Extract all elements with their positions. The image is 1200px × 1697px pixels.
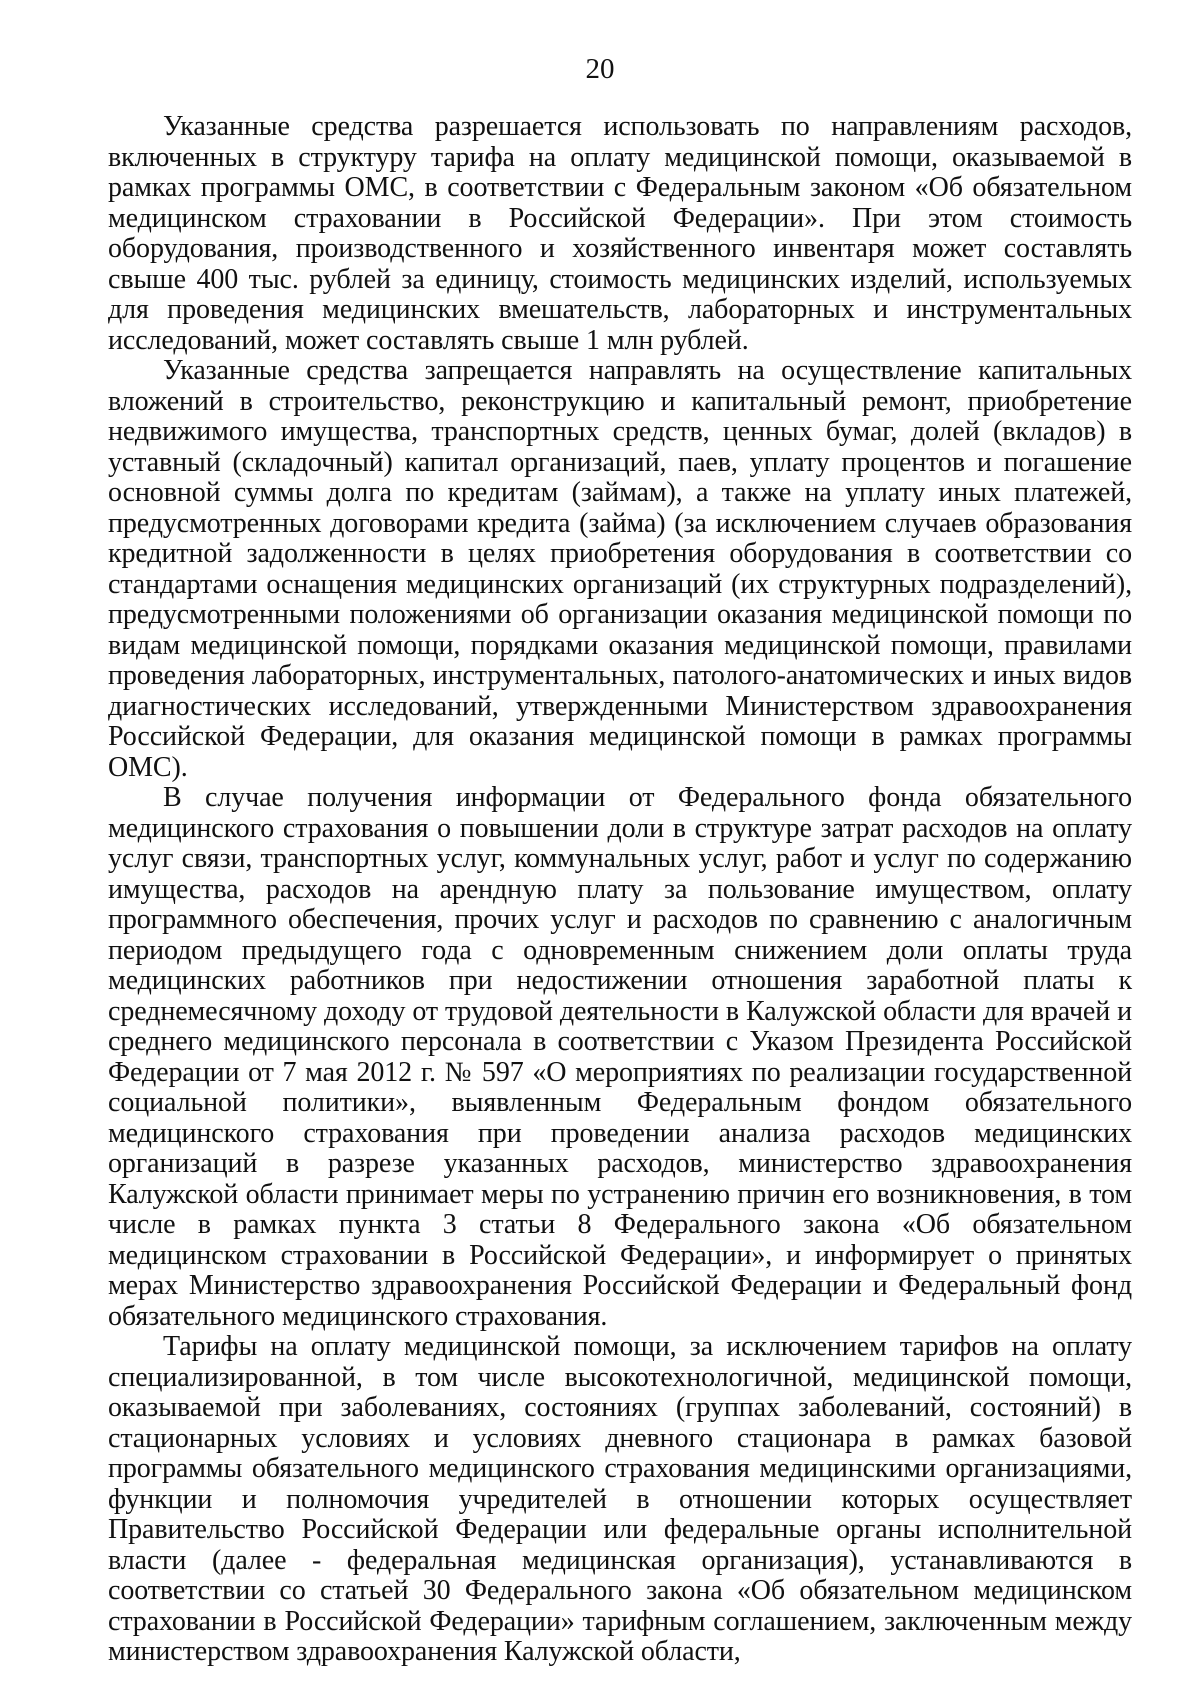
- paragraph-1: Указанные средства разрешается использовать по направлениям расходов, включенных в структуру тарифа на оплату медицинской помощи, оказываемой в рамках программы ОМС, в соответствии с Федеральным законом «Об обязательном медицинском страховании в Российской Федерации». При этом стоимость оборудования, производственного и хозяйственного инвентаря может составлять свыше 400 тыс. рублей за единицу, стоимость медицинских изделий, используемых для проведения медицинских вмешательств, лабораторных и инструментальных исследований, может составлять свыше 1 млн рублей.: [108, 111, 1132, 356]
- document-body: [108, 112, 1132, 1668]
- page-number: 20: [585, 53, 615, 85]
- paragraph-3: В случае получения информации от Федерального фонда обязательного медицинского страхования о повышении доли в структуре затрат расходов на оплату услуг связи, транспортных услуг, коммунальных услуг, работ и услуг по содержанию имущества, расходов на арендную плату за пользование имуществом, оплату программного обеспечения, прочих услуг и расходов по сравнению с аналогичным периодом предыдущего года с одновременным снижением доли оплаты труда медицинских работников при недостижении отношения заработной платы к среднемесячному доходу от трудовой деятельности в Калужской области для врачей и среднего медицинского персонала в соответствии с Указом Президента Российской Федерации от 7 мая 2012 г. № 597 «О мероприятиях по реализации государственной социальной политики», выявленным Федеральным фондом обязательного медицинского страхования при проведении анализа расходов медицинских организаций в разрезе указанных расходов, министерство здравоохранения Калужской области принимает меры по устранению причин его возникновения, в том числе в рамках пункта 3 статьи 8 Федерального закона «Об обязательном медицинском страховании в Российской Федерации», и информирует о принятых мерах Министерство здравоохранения Российской Федерации и Федеральный фонд обязательного медицинского страхования.: [108, 782, 1132, 1332]
- paragraph-4: Тарифы на оплату медицинской помощи, за исключением тарифов на оплату специализированной, в том числе высокотехнологичной, медицинской помощи, оказываемой при заболеваниях, состояниях (группах заболеваний, состояний) в стационарных условиях и условиях дневного стационара в рамках базовой программы обязательного медицинского страхования медицинскими организациями, функции и полномочия учредителей в отношении которых осуществляет Правительство Российской Федерации или федеральные органы исполнительной власти (далее - федеральная медицинская организация), устанавливаются в соответствии со статьей 30 Федерального закона «Об обязательном медицинском страховании в Российской Федерации» тарифным соглашением, заключенным между министерством здравоохранения Калужской области,: [108, 1331, 1132, 1667]
- paragraph-2: Указанные средства запрещается направлять на осуществление капитальных вложений в строительство, реконструкцию и капитальный ремонт, приобретение недвижимого имущества, транспортных средств, ценных бумаг, долей (вкладов) в уставный (складочный) капитал организаций, паев, уплату процентов и погашение основной суммы долга по кредитам (займам), а также на уплату иных платежей, предусмотренных договорами кредита (займа) (за исключением случаев образования кредитной задолженности в целях приобретения оборудования в соответствии со стандартами оснащения медицинских организаций (их структурных подразделений), предусмотренными положениями об организации оказания медицинской помощи по видам медицинской помощи, порядками оказания медицинской помощи, правилами проведения лабораторных, инструментальных, патолого-анатомических и иных видов диагностических исследований, утвержденными Министерством здравоохранения Российской Федерации, для оказания медицинской помощи в рамках программы ОМС).: [108, 355, 1132, 783]
